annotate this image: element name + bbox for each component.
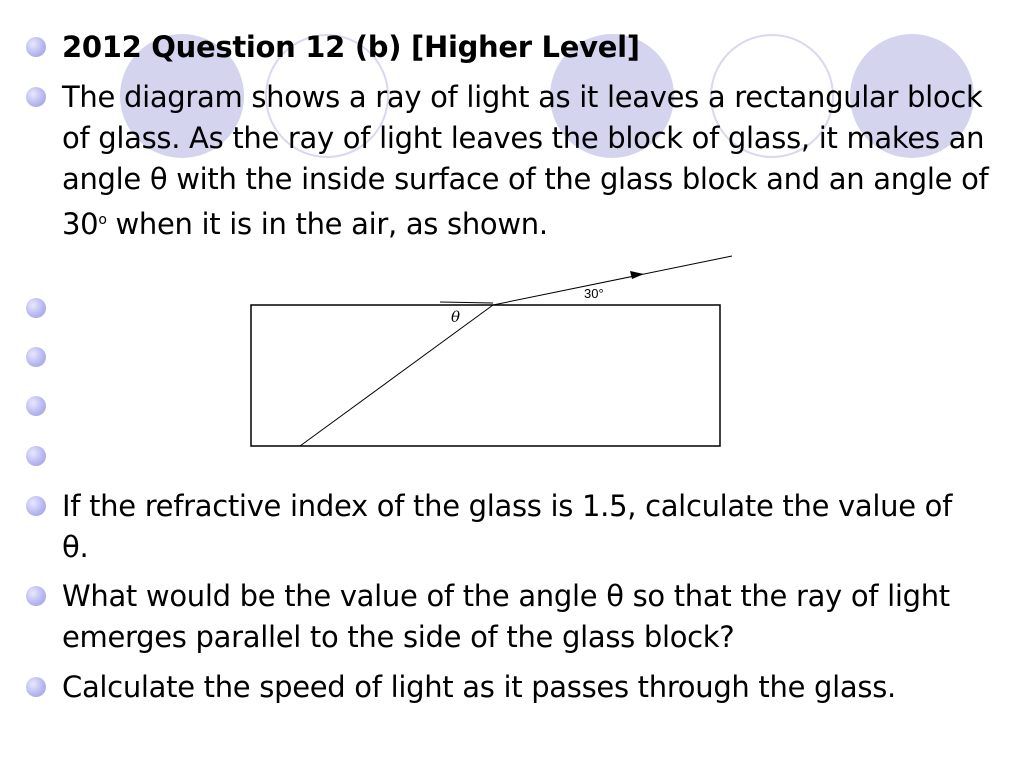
question-2: What would be the value of the angle θ so that the ray of light emerges parallel to the side of the glass block? <box>62 579 950 654</box>
inside-surface-arc <box>440 302 493 303</box>
arrow-head <box>630 271 644 279</box>
description-text-end: when it is in the air, as shown. <box>106 207 548 241</box>
bullet-icon <box>26 396 46 416</box>
bullet-icon <box>26 298 46 318</box>
question-3: Calculate the speed of light as it passes through the glass. <box>62 670 896 704</box>
glass-block-diagram <box>240 250 740 450</box>
slide-heading: 2012 Question 12 (b) [Higher Level] <box>62 30 640 64</box>
degree-symbol: o <box>98 212 107 228</box>
incident-ray <box>300 305 493 446</box>
glass-block <box>251 305 720 446</box>
bullet-icon <box>26 37 46 57</box>
bullet-icon <box>26 677 46 697</box>
description-text: The diagram shows a ray of light as it leaves a rectangular block of glass. As the ray of light leaves the block of glass, it makes an angle θ with the inside surface of the glass block and an angle of 30 <box>62 80 989 241</box>
theta-label: θ <box>451 308 461 326</box>
bullet-icon <box>26 347 46 367</box>
question-1: If the refractive index of the glass is 1.5, calculate the value of θ. <box>62 489 953 564</box>
bullet-icon <box>26 496 46 516</box>
emergent-ray <box>493 256 732 305</box>
bullet-icon <box>26 586 46 606</box>
angle-label-30: 30° <box>584 286 604 301</box>
problem-description <box>62 77 997 245</box>
bullet-icon <box>26 87 46 107</box>
bullet-icon <box>26 446 46 466</box>
